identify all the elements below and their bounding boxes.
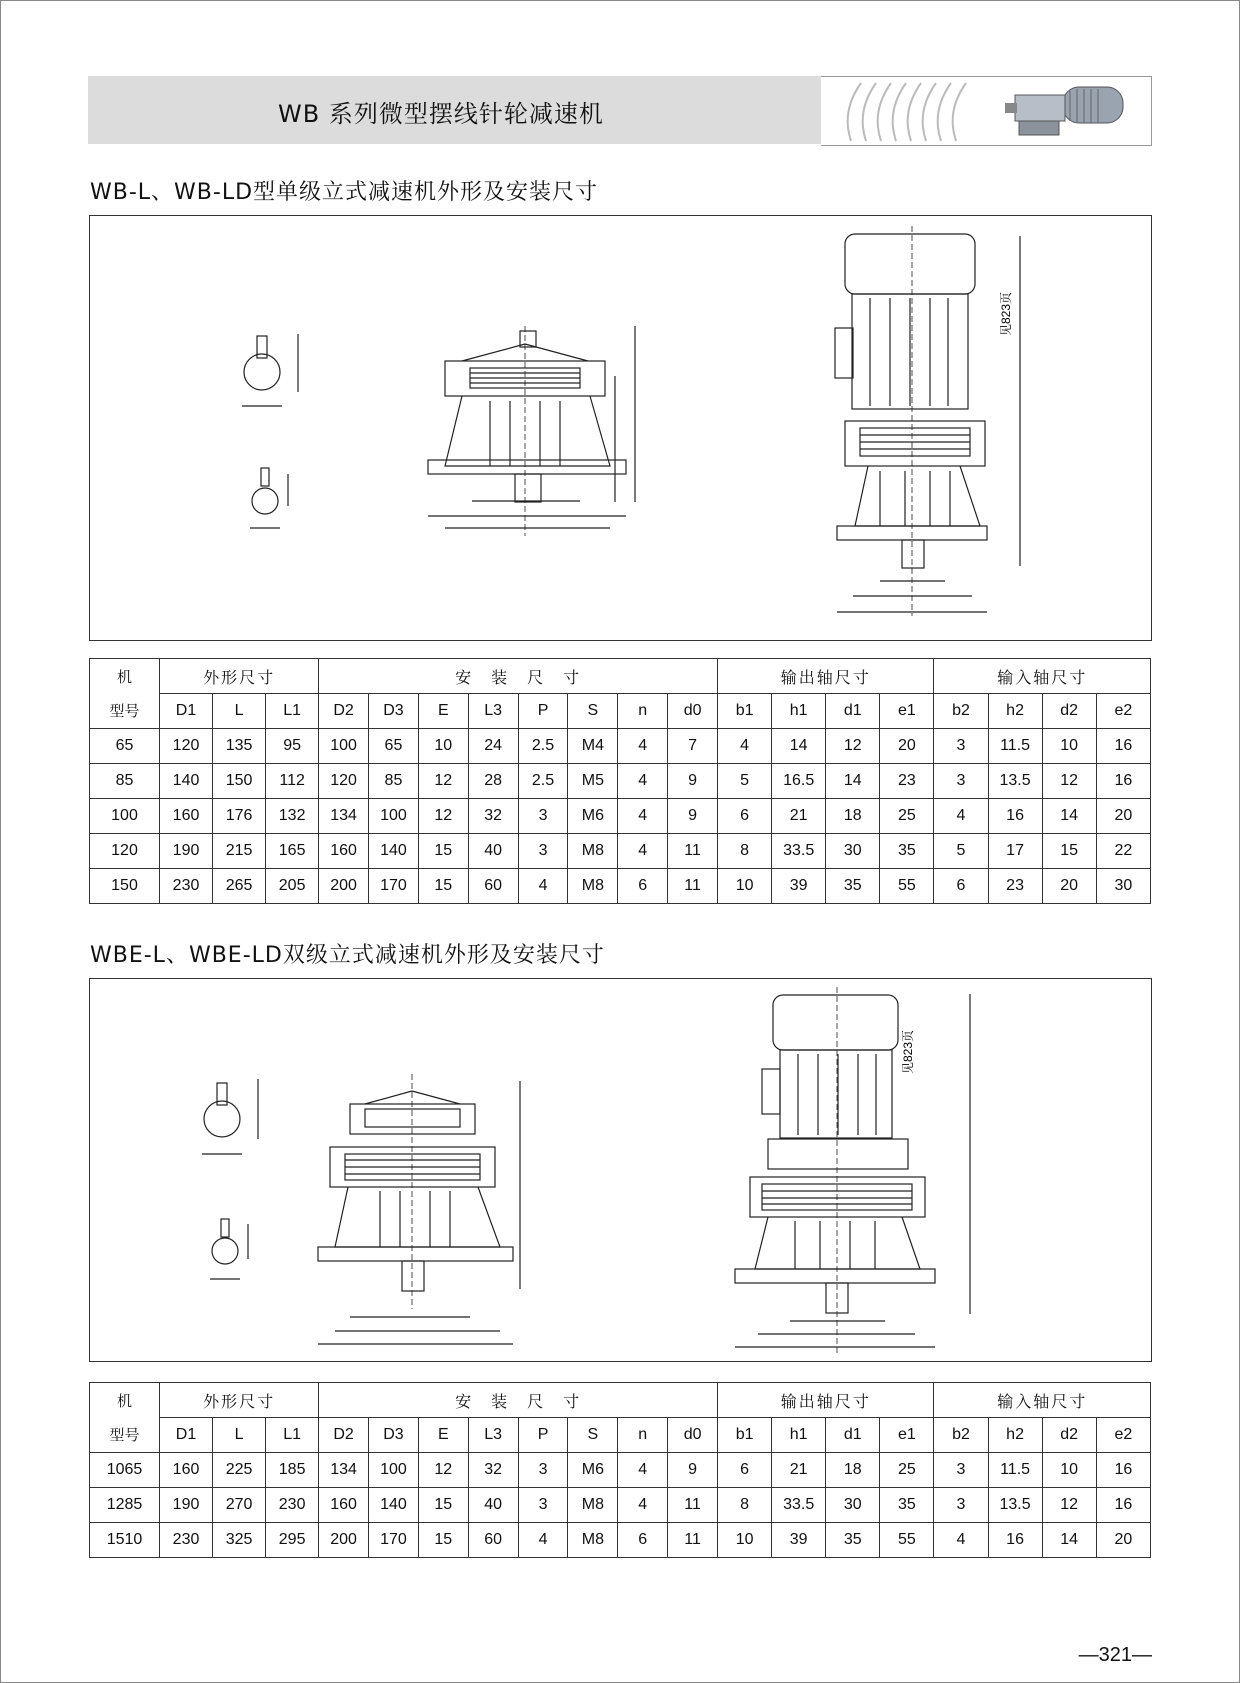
value-cell: 6 <box>718 799 772 834</box>
value-cell: 35 <box>826 869 880 904</box>
column-header: L1 <box>266 694 319 729</box>
section-1-drawing-note: 见823页 <box>999 291 1013 336</box>
table-row <box>90 834 1151 869</box>
column-header: n <box>618 694 668 729</box>
value-cell: 170 <box>369 869 419 904</box>
value-cell: 16 <box>988 799 1042 834</box>
model-header: 型号 <box>90 1418 160 1453</box>
value-cell: 150 <box>213 764 266 799</box>
column-header: d0 <box>668 694 718 729</box>
value-cell: 11 <box>668 869 718 904</box>
value-cell: 55 <box>880 869 934 904</box>
section-1-table-body <box>90 729 1151 904</box>
value-cell: 4 <box>618 729 668 764</box>
value-cell: 140 <box>369 1488 419 1523</box>
value-cell: 32 <box>468 799 518 834</box>
value-cell: 12 <box>826 729 880 764</box>
value-cell: 10 <box>418 729 468 764</box>
value-cell: 140 <box>369 834 419 869</box>
value-cell: 5 <box>718 764 772 799</box>
value-cell: 35 <box>826 1523 880 1558</box>
column-header: e1 <box>880 694 934 729</box>
value-cell: 15 <box>418 869 468 904</box>
value-cell: 170 <box>369 1523 419 1558</box>
value-cell: 95 <box>266 729 319 764</box>
group-header: 输出轴尺寸 <box>718 1383 934 1418</box>
value-cell: 3 <box>934 1453 988 1488</box>
page-header <box>88 76 1152 144</box>
value-cell: 12 <box>1042 764 1096 799</box>
value-cell: 33.5 <box>772 1488 826 1523</box>
group-header: 输出轴尺寸 <box>718 659 934 694</box>
table-row <box>90 1523 1151 1558</box>
group-header: 外形尺寸 <box>160 1383 319 1418</box>
model-header: 机 <box>90 1383 160 1418</box>
value-cell: 3 <box>934 1488 988 1523</box>
value-cell: 100 <box>369 799 419 834</box>
value-cell: 9 <box>668 1453 718 1488</box>
value-cell: 65 <box>369 729 419 764</box>
value-cell: 3 <box>934 764 988 799</box>
value-cell: 30 <box>1096 869 1150 904</box>
value-cell: 28 <box>468 764 518 799</box>
value-cell: 25 <box>880 1453 934 1488</box>
value-cell: 8 <box>718 1488 772 1523</box>
value-cell: 23 <box>880 764 934 799</box>
model-cell: 85 <box>90 764 160 799</box>
section-2-drawing <box>89 978 1152 1362</box>
column-header: P <box>518 694 568 729</box>
value-cell: 11 <box>668 834 718 869</box>
group-header: 安 装 尺 寸 <box>319 1383 718 1418</box>
value-cell: 2.5 <box>518 764 568 799</box>
value-cell: 230 <box>160 1523 213 1558</box>
column-header: L <box>213 694 266 729</box>
section-2-diagram <box>90 979 1151 1361</box>
value-cell: 295 <box>266 1523 319 1558</box>
value-cell: 8 <box>718 834 772 869</box>
value-cell: 10 <box>718 869 772 904</box>
value-cell: 85 <box>369 764 419 799</box>
value-cell: 4 <box>618 1488 668 1523</box>
value-cell: M8 <box>568 834 618 869</box>
table-row <box>90 1453 1151 1488</box>
column-header: h1 <box>772 1418 826 1453</box>
value-cell: 230 <box>160 869 213 904</box>
value-cell: 120 <box>319 764 369 799</box>
column-header: L <box>213 1418 266 1453</box>
value-cell: 160 <box>319 834 369 869</box>
value-cell: 6 <box>618 869 668 904</box>
column-header: L3 <box>468 694 518 729</box>
value-cell: 60 <box>468 1523 518 1558</box>
value-cell: 132 <box>266 799 319 834</box>
value-cell: M5 <box>568 764 618 799</box>
group-header: 安 装 尺 寸 <box>319 659 718 694</box>
model-cell: 1065 <box>90 1453 160 1488</box>
value-cell: 4 <box>518 1523 568 1558</box>
table-row <box>90 729 1151 764</box>
value-cell: 16 <box>1096 729 1150 764</box>
value-cell: 15 <box>418 1523 468 1558</box>
value-cell: M6 <box>568 799 618 834</box>
model-cell: 1285 <box>90 1488 160 1523</box>
value-cell: 35 <box>880 834 934 869</box>
column-header: b2 <box>934 694 988 729</box>
value-cell: 16 <box>1096 764 1150 799</box>
value-cell: 10 <box>1042 1453 1096 1488</box>
value-cell: 14 <box>772 729 826 764</box>
value-cell: 6 <box>718 1453 772 1488</box>
value-cell: 20 <box>1096 799 1150 834</box>
value-cell: 16.5 <box>772 764 826 799</box>
value-cell: 10 <box>718 1523 772 1558</box>
value-cell: 14 <box>1042 799 1096 834</box>
value-cell: M6 <box>568 1453 618 1488</box>
value-cell: 13.5 <box>988 764 1042 799</box>
column-header: h2 <box>988 1418 1042 1453</box>
value-cell: 7 <box>668 729 718 764</box>
value-cell: 4 <box>934 799 988 834</box>
column-header: L3 <box>468 1418 518 1453</box>
value-cell: 21 <box>772 1453 826 1488</box>
column-header: d1 <box>826 1418 880 1453</box>
model-header: 型号 <box>90 694 160 729</box>
section-1-drawing <box>89 215 1152 641</box>
value-cell: 60 <box>468 869 518 904</box>
value-cell: 11 <box>668 1488 718 1523</box>
value-cell: M8 <box>568 869 618 904</box>
value-cell: 11.5 <box>988 729 1042 764</box>
column-header: D2 <box>319 1418 369 1453</box>
value-cell: 16 <box>988 1523 1042 1558</box>
value-cell: 22 <box>1096 834 1150 869</box>
value-cell: 39 <box>772 1523 826 1558</box>
reducer-photo-icon <box>975 81 1145 141</box>
header-decoration <box>821 76 1152 146</box>
value-cell: 134 <box>319 1453 369 1488</box>
value-cell: 190 <box>160 1488 213 1523</box>
value-cell: 40 <box>468 834 518 869</box>
model-cell: 120 <box>90 834 160 869</box>
column-header: L1 <box>266 1418 319 1453</box>
value-cell: 25 <box>880 799 934 834</box>
group-header: 输入轴尺寸 <box>934 1383 1151 1418</box>
value-cell: 2.5 <box>518 729 568 764</box>
value-cell: 160 <box>160 799 213 834</box>
value-cell: 14 <box>826 764 880 799</box>
section-1-spec-table <box>89 658 1151 904</box>
value-cell: 3 <box>518 1453 568 1488</box>
value-cell: 3 <box>934 729 988 764</box>
column-header: e2 <box>1096 1418 1150 1453</box>
value-cell: 10 <box>1042 729 1096 764</box>
column-header: d0 <box>668 1418 718 1453</box>
value-cell: 3 <box>518 799 568 834</box>
value-cell: 12 <box>418 764 468 799</box>
value-cell: 21 <box>772 799 826 834</box>
value-cell: 15 <box>1042 834 1096 869</box>
value-cell: 12 <box>418 1453 468 1488</box>
value-cell: 270 <box>213 1488 266 1523</box>
value-cell: 185 <box>266 1453 319 1488</box>
value-cell: 225 <box>213 1453 266 1488</box>
model-cell: 65 <box>90 729 160 764</box>
section-2-table-body <box>90 1453 1151 1558</box>
value-cell: 40 <box>468 1488 518 1523</box>
value-cell: 9 <box>668 799 718 834</box>
section-1-title: WB-L、WB-LD型单级立式减速机外形及安装尺寸 <box>90 180 599 205</box>
column-header: d2 <box>1042 694 1096 729</box>
value-cell: 3 <box>518 1488 568 1523</box>
value-cell: 20 <box>880 729 934 764</box>
column-header: S <box>568 694 618 729</box>
value-cell: 18 <box>826 799 880 834</box>
column-header: h1 <box>772 694 826 729</box>
value-cell: 200 <box>319 1523 369 1558</box>
column-header: b2 <box>934 1418 988 1453</box>
group-header: 外形尺寸 <box>160 659 319 694</box>
value-cell: 20 <box>1042 869 1096 904</box>
column-header: h2 <box>988 694 1042 729</box>
table-header-row <box>90 659 1151 694</box>
column-header: D1 <box>160 1418 213 1453</box>
value-cell: 17 <box>988 834 1042 869</box>
value-cell: 15 <box>418 1488 468 1523</box>
table-header-row <box>90 1383 1151 1418</box>
model-cell: 1510 <box>90 1523 160 1558</box>
value-cell: M8 <box>568 1523 618 1558</box>
value-cell: 112 <box>266 764 319 799</box>
value-cell: 4 <box>518 869 568 904</box>
value-cell: 13.5 <box>988 1488 1042 1523</box>
column-header: P <box>518 1418 568 1453</box>
value-cell: M8 <box>568 1488 618 1523</box>
column-header: S <box>568 1418 618 1453</box>
value-cell: 230 <box>266 1488 319 1523</box>
header-title: WB 系列微型摆线针轮减速机 <box>278 100 604 128</box>
column-header: D2 <box>319 694 369 729</box>
value-cell: 16 <box>1096 1488 1150 1523</box>
value-cell: 176 <box>213 799 266 834</box>
value-cell: 30 <box>826 834 880 869</box>
value-cell: 14 <box>1042 1523 1096 1558</box>
value-cell: 165 <box>266 834 319 869</box>
value-cell: 190 <box>160 834 213 869</box>
section-2-title: WBE-L、WBE-LD双级立式减速机外形及安装尺寸 <box>90 943 605 968</box>
section-2-drawing-note: 见823页 <box>901 1029 915 1074</box>
group-header: 输入轴尺寸 <box>934 659 1151 694</box>
value-cell: 160 <box>160 1453 213 1488</box>
table-row <box>90 799 1151 834</box>
value-cell: 33.5 <box>772 834 826 869</box>
section-2-spec-table <box>89 1382 1151 1558</box>
value-cell: 35 <box>880 1488 934 1523</box>
value-cell: M4 <box>568 729 618 764</box>
model-cell: 150 <box>90 869 160 904</box>
column-header: d1 <box>826 694 880 729</box>
page-number: —321— <box>1078 1644 1152 1666</box>
value-cell: 200 <box>319 869 369 904</box>
value-cell: 160 <box>319 1488 369 1523</box>
column-header: D3 <box>369 694 419 729</box>
value-cell: 16 <box>1096 1453 1150 1488</box>
column-header: b1 <box>718 1418 772 1453</box>
section-1-diagram <box>90 216 1151 640</box>
value-cell: 55 <box>880 1523 934 1558</box>
value-cell: 100 <box>319 729 369 764</box>
value-cell: 4 <box>934 1523 988 1558</box>
value-cell: 325 <box>213 1523 266 1558</box>
table-row <box>90 869 1151 904</box>
value-cell: 6 <box>618 1523 668 1558</box>
table-row <box>90 764 1151 799</box>
column-header: E <box>418 1418 468 1453</box>
value-cell: 134 <box>319 799 369 834</box>
value-cell: 4 <box>618 764 668 799</box>
column-header: b1 <box>718 694 772 729</box>
column-header: d2 <box>1042 1418 1096 1453</box>
value-cell: 23 <box>988 869 1042 904</box>
value-cell: 265 <box>213 869 266 904</box>
value-cell: 4 <box>618 1453 668 1488</box>
column-header: e1 <box>880 1418 934 1453</box>
value-cell: 4 <box>618 799 668 834</box>
table-row <box>90 1488 1151 1523</box>
value-cell: 100 <box>369 1453 419 1488</box>
value-cell: 215 <box>213 834 266 869</box>
column-header: E <box>418 694 468 729</box>
value-cell: 11.5 <box>988 1453 1042 1488</box>
value-cell: 120 <box>160 729 213 764</box>
value-cell: 4 <box>718 729 772 764</box>
value-cell: 3 <box>518 834 568 869</box>
value-cell: 6 <box>934 869 988 904</box>
column-header: D3 <box>369 1418 419 1453</box>
column-header: n <box>618 1418 668 1453</box>
value-cell: 4 <box>618 834 668 869</box>
value-cell: 5 <box>934 834 988 869</box>
value-cell: 140 <box>160 764 213 799</box>
column-header: D1 <box>160 694 213 729</box>
value-cell: 30 <box>826 1488 880 1523</box>
model-cell: 100 <box>90 799 160 834</box>
table-column-row <box>90 1418 1151 1453</box>
value-cell: 24 <box>468 729 518 764</box>
value-cell: 205 <box>266 869 319 904</box>
table-column-row <box>90 694 1151 729</box>
column-header: e2 <box>1096 694 1150 729</box>
model-header: 机 <box>90 659 160 694</box>
value-cell: 15 <box>418 834 468 869</box>
value-cell: 12 <box>1042 1488 1096 1523</box>
value-cell: 20 <box>1096 1523 1150 1558</box>
value-cell: 18 <box>826 1453 880 1488</box>
value-cell: 12 <box>418 799 468 834</box>
value-cell: 11 <box>668 1523 718 1558</box>
value-cell: 39 <box>772 869 826 904</box>
value-cell: 9 <box>668 764 718 799</box>
value-cell: 32 <box>468 1453 518 1488</box>
value-cell: 135 <box>213 729 266 764</box>
